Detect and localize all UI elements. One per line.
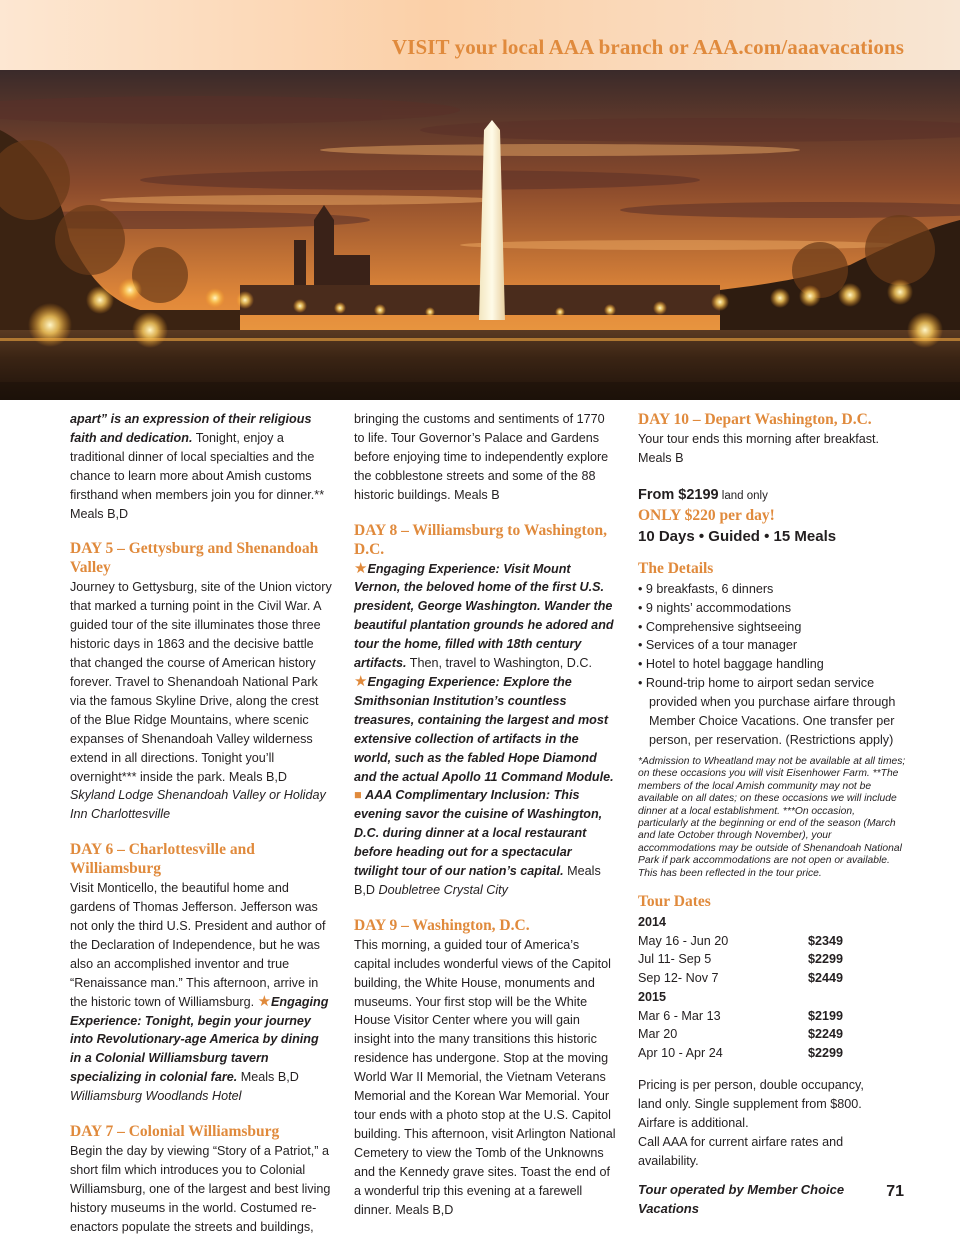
day7-text: Begin the day by viewing “Story of a Patriot,” a short film which introduces you to Colonial Williamsburg, one of the largest and best living history museums in the world. Costumed re-enactors populate the streets and buildings, — [70, 1144, 331, 1234]
day8-body — [354, 560, 616, 900]
day6-text: Visit Monticello, the beautiful home and gardens of Thomas Jefferson. Jefferson was not only the third U.S. President and author of the Declaration of Independence, but he was also an accomplished inventor and true “Renaissance man.” This afternoon, arrive in the historic town of Williamsburg. — [70, 881, 326, 1009]
table-row — [638, 950, 843, 969]
column-1 — [70, 410, 332, 1237]
operated-by: Tour operated by Member Choice Vacations — [638, 1181, 845, 1216]
table-row — [638, 1025, 843, 1044]
day6-meals: Meals B,D — [237, 1070, 299, 1085]
col1-intro-emphasis: apart” is an expression of their religious faith and dedication. — [70, 412, 312, 445]
list-item: • 9 nights’ accommodations — [638, 600, 792, 615]
day9-text: This morning, a guided tour of America’s capital includes wonderful views of the Capitol building, the White House, monuments and museums. Your first stop will be the White House Visitor Center where you will gain insight into the many transitions this historic residence has undergone. Stop at the moving World War II Memorial, the Vietnam Veterans Memorial and the Korean War Memorial. Your tour ends with a photo stop at the U.S. Capitol building. This afternoon, visit Arlington National Cemetery to view the Tomb of the Unknowns and the Kennedy grave sites. Toast the end of a wonderful trip this evening at a farewell dinner. Meals B,D — [354, 937, 616, 1217]
star-icon: ★ — [257, 992, 272, 1010]
day5-body — [70, 578, 332, 824]
date-range: Mar 20 — [638, 1027, 678, 1042]
date-range: Apr 10 - Apr 24 — [638, 1045, 723, 1060]
dates-table-2015 — [638, 1007, 843, 1063]
list-item: • 9 breakfasts, 6 dinners — [638, 581, 774, 596]
pricing-info — [638, 1076, 906, 1171]
day8-meals: Meals B,D — [354, 864, 601, 897]
tour-summary: 10 Days • Guided • 15 Meals — [638, 527, 837, 545]
year-2014: 2014 — [638, 914, 667, 929]
date-range: Jul 11- Sep 5 — [638, 952, 712, 967]
dates-table-2014 — [638, 932, 843, 988]
list-item: • Round-trip home to airport sedan service provided when you purchase airfare through Member Choice Vacations. One transfer per person, per reservation. (Restrictions apply) — [638, 676, 896, 747]
day8-experience-1: Engaging Experience: Visit Mount Vernon, the beloved home of the first U.S. president, George Washington. Wander the beautiful plantation grounds he adored and tour the home, filled with 18th century artifacts. — [354, 561, 614, 671]
date-price: $2199 — [808, 1008, 844, 1023]
pricing-line: land only. Single supplement from $800. — [638, 1097, 862, 1112]
list-item: • Services of a tour manager — [638, 638, 798, 653]
tour-dates-title: Tour Dates — [638, 892, 711, 910]
day5-title: DAY 5 – Gettysburg and Shenandoah Valley — [70, 540, 319, 577]
day10-title: DAY 10 – Depart Washington, D.C. — [638, 411, 872, 428]
washington-monument-photo — [0, 70, 960, 400]
date-price: $2299 — [808, 1045, 844, 1060]
table-row — [638, 1044, 843, 1063]
date-price: $2349 — [808, 933, 844, 948]
column-2 — [354, 410, 616, 1219]
day10-text: Your tour ends this morning after breakfast. Meals B — [638, 432, 880, 465]
date-price: $2299 — [808, 952, 844, 967]
col1-intro — [70, 410, 332, 523]
details-list — [638, 580, 906, 750]
day5-text: Journey to Gettysburg, site of the Union victory that marked a turning point in the Civil War. A guided tour of the site illuminates those three historic days in 1863 and the decisive battle that changed the course of American history forever. Travel to Shenandoah National Park via the famous Skyline Drive, along the crest of the Blue Ridge Mountains, where scenic expanses of Shenandoah Valley wilderness extend in all directions. Tonight you’ll overnight*** inside the park. Meals B,D — [70, 580, 332, 784]
pricing-line: Pricing is per person, double occupancy, — [638, 1078, 864, 1093]
per-day-price: ONLY $220 per day! — [638, 506, 775, 524]
page-number: 71 — [886, 1183, 904, 1200]
day6-experience: Engaging Experience: Tonight, begin your journey into Revolutionary-age America by dining in a Colonial Williamsburg tavern specializing in colonial fare. — [70, 994, 329, 1085]
date-price: $2249 — [808, 1027, 844, 1042]
table-row — [638, 932, 843, 951]
col1-intro-text: Tonight, enjoy a traditional dinner of local specialties and the chance to learn more about Amish customs firsthand when members join you for dinner.** Meals B,D — [70, 430, 325, 521]
table-row — [638, 969, 843, 988]
date-range: Mar 6 - Mar 13 — [638, 1008, 721, 1023]
day8-inclusion: AAA Complimentary Inclusion: This evening savor the cuisine of Washington, D.C. during dinner at a local restaurant before heading out for a spectacular twilight tour of our nation’s capital. — [354, 788, 603, 879]
list-item: • Comprehensive sightseeing — [638, 619, 802, 634]
column-3 — [638, 410, 906, 1219]
land-only: land only — [718, 489, 768, 502]
col2-intro: bringing the customs and sentiments of 1770 to life. Tour Governor’s Palace and Gardens before enjoying time to independently explore the cobblestone streets and some of the 88 historic buildings. Meals B — [354, 412, 609, 502]
day6-body — [70, 879, 332, 1106]
date-price: $2449 — [808, 971, 844, 986]
banner-text[interactable]: VISIT your local AAA branch or AAA.com/aaavacations — [391, 35, 904, 59]
header-banner — [0, 0, 960, 70]
day6-title: DAY 6 – Charlottesville and Williamsburg — [70, 841, 255, 878]
day5-hotel: Skyland Lodge Shenandoah Valley or Holiday Inn Charlottesville — [70, 788, 326, 822]
day8-experience-2: Engaging Experience: Explore the Smithsonian Institution’s countless treasures, containing the largest and most extensive collection of artifacts in the world, such as the fabled Hope Diamond and the actual Apollo 11 Command Module. — [354, 674, 614, 784]
year-2015: 2015 — [638, 989, 667, 1004]
day8-text-1: Then, travel to Washington, D.C. — [406, 656, 592, 671]
day6-hotel: Williamsburg Woodlands Hotel — [70, 1089, 242, 1104]
pricing-line: Airfare is additional. — [638, 1116, 749, 1131]
date-range: May 16 - Jun 20 — [638, 933, 729, 948]
price-line — [638, 486, 906, 506]
photo-illustration — [0, 70, 960, 400]
star-icon: ★ — [354, 559, 368, 577]
day7-title: DAY 7 – Colonial Williamsburg — [70, 1123, 280, 1141]
from-price: From $2199 — [638, 486, 719, 503]
table-row — [638, 1007, 843, 1026]
pricing-line: Call AAA for current airfare rates and availability. — [638, 1135, 844, 1168]
square-icon: ■ — [354, 788, 362, 803]
day8-title: DAY 8 – Williamsburg to Washington, D.C. — [354, 521, 607, 558]
list-item: • Hotel to hotel baggage handling — [638, 657, 824, 672]
footnote: *Admission to Wheatland may not be available at all times; on these occasions you will visit Eisenhower Farm. **The members of the local Amish community may not be available on all dates; on these occasions we will include dinner at a local establishment. ***On occasion, particularly at the beginning or end of the season (March and late October through November), your accommodations may be outside of Shenandoah National Park if park accommodations are not open or available. This has been reflected in the tour price. — [638, 755, 906, 879]
star-icon: ★ — [354, 672, 368, 690]
day8-hotel: Doubletree Crystal City — [378, 882, 508, 897]
details-title: The Details — [638, 559, 714, 577]
day9-title: DAY 9 – Washington, D.C. — [354, 916, 530, 934]
date-range: Sep 12- Nov 7 — [638, 971, 719, 986]
